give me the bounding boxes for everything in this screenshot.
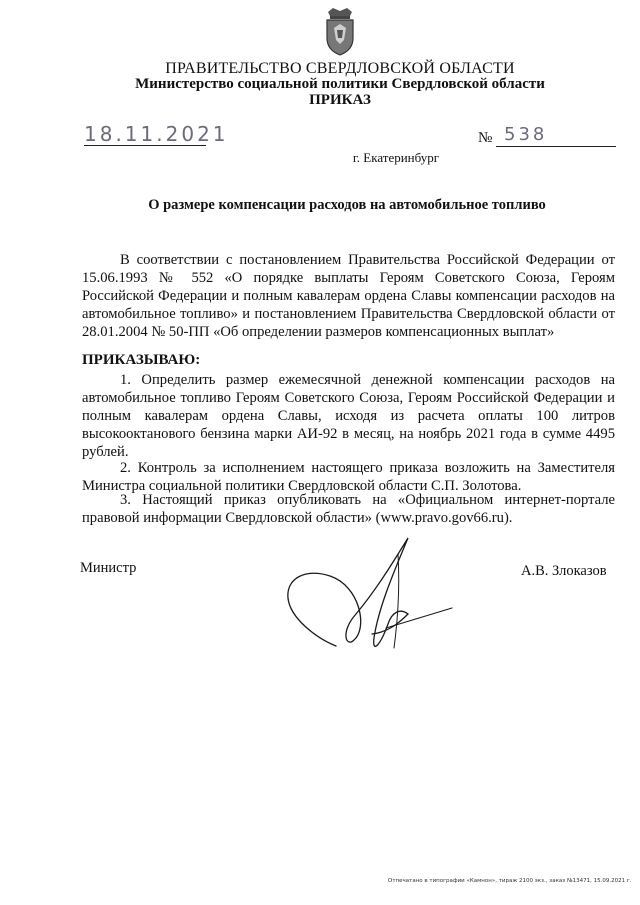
document-type: ПРИКАЗ	[309, 92, 371, 108]
preamble-paragraph: В соответствии с постановлением Правительства Российской Федерации от 15.06.1993 № 552 «О порядке выплаты Героям Советского Союза, Героям Российской Федерации и полным кавалерам ордена Славы компенсации расходов на автомобильное топливо» и постановлением Правительства Свердловской области от 28.01.2004 № 50-ПП «Об определении размеров компенсационных выплат»	[82, 252, 615, 340]
number-label: №	[478, 130, 493, 146]
decree-heading: ПРИКАЗЫВАЮ:	[82, 352, 201, 368]
ministry-title: Министерство социальной политики Свердловской области	[135, 76, 545, 92]
coat-of-arms-icon	[322, 6, 358, 56]
order-number: 538	[504, 124, 548, 145]
number-underline	[496, 146, 616, 147]
signatory-position: Министр	[80, 560, 137, 576]
decree-item-2: 2. Контроль за исполнением настоящего приказа возложить на Заместителя Министра социальной политики Свердловской области С.П. Золотова.	[82, 460, 615, 494]
decree-item-3: 3. Настоящий приказ опубликовать на «Официальном интернет-портале правовой информации Свердловской области» (www.pravo.gov66.ru).	[82, 492, 615, 526]
government-title: ПРАВИТЕЛЬСТВО СВЕРДЛОВСКОЙ ОБЛАСТИ	[165, 60, 515, 77]
signatory-name: А.В. Злоказов	[521, 563, 607, 579]
order-date: 18.11.2021	[84, 122, 229, 146]
document-subject: О размере компенсации расходов на автомобильное топливо	[148, 197, 546, 213]
date-underline	[84, 145, 206, 146]
printing-footer: Отпечатано в типографии «Камнон», тираж 2100 экз., заказ №13471, 15.09.2021 г.	[388, 878, 632, 884]
handwritten-signature	[276, 528, 476, 678]
city: г. Екатеринбург	[352, 150, 440, 165]
decree-item-1: 1. Определить размер ежемесячной денежной компенсации расходов на автомобильное топливо Героям Советского Союза, Героям Российской Федерации и полным кавалерам ордена Славы, исходя из расчета оплаты 100 литров высокооктанового бензина марки АИ-92 в месяц, на ноябрь 2021 года в сумме 4495 рублей.	[82, 372, 615, 460]
